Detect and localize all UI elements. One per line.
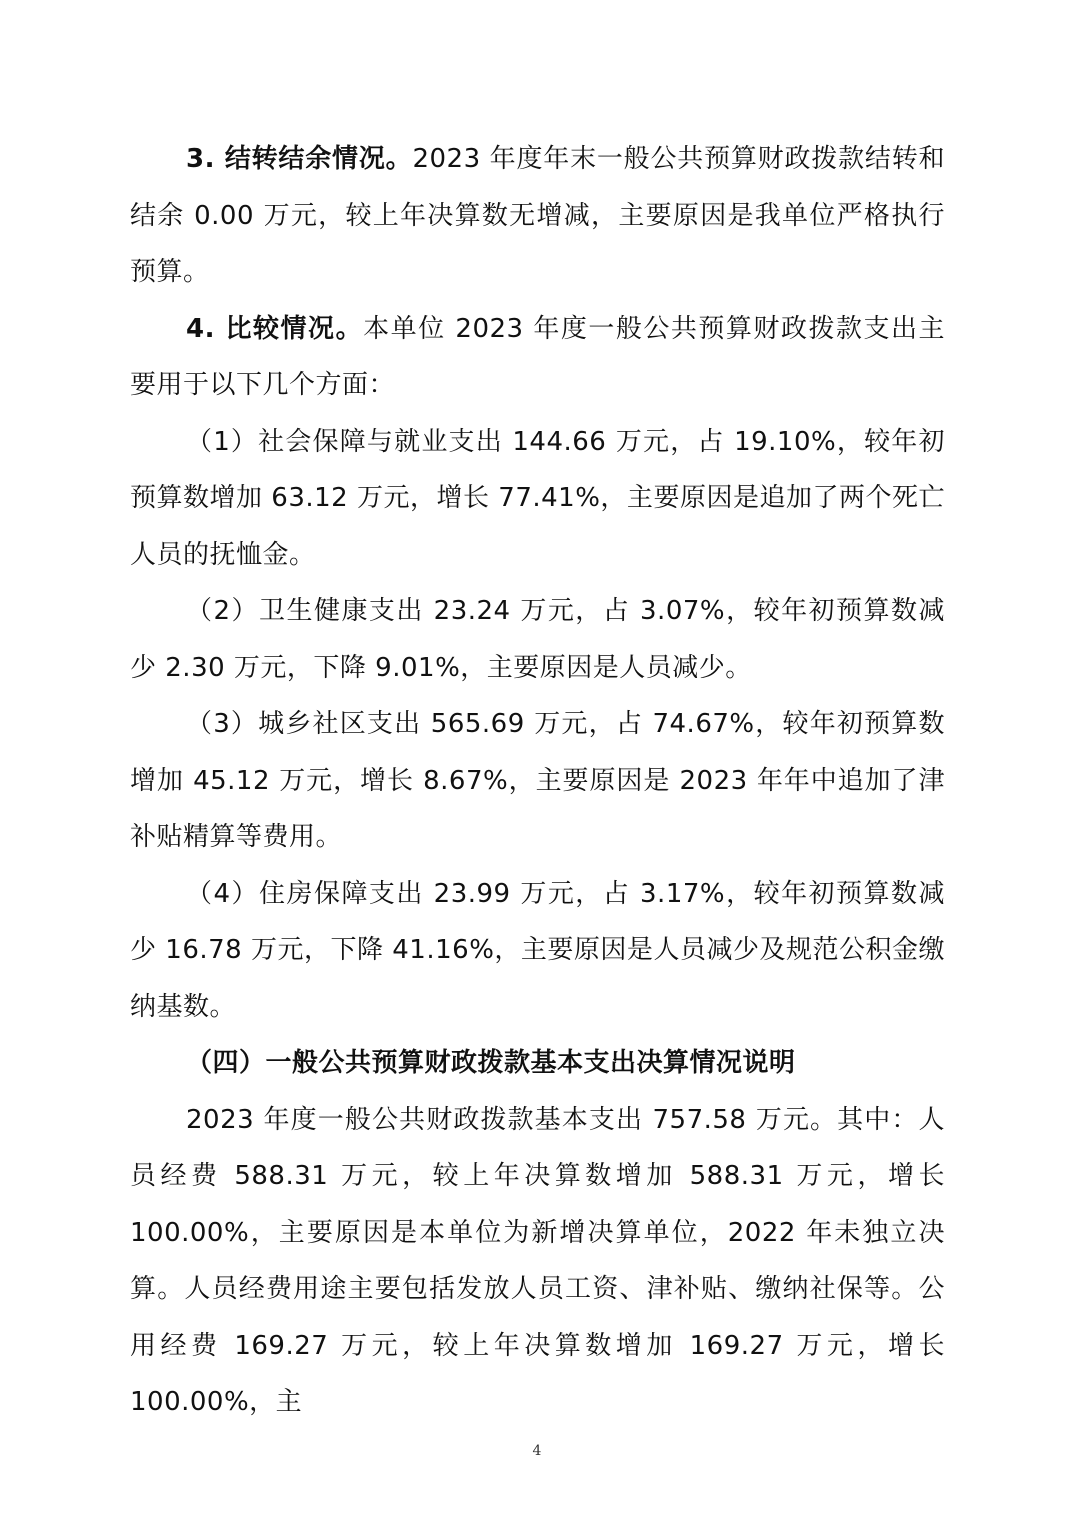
document-body xyxy=(130,131,945,1431)
paragraph-heading: 4. 比较情况。 xyxy=(186,313,364,344)
paragraph-housing xyxy=(130,866,945,1036)
paragraph-text: 本单位 2023 年度一般公共预算财政拨款支出主要用于以下几个方面： xyxy=(130,313,945,400)
paragraph-social-security xyxy=(130,414,945,584)
paragraph-text: 2023 年度年末一般公共预算财政拨款结转和结余 0.00 万元，较上年决算数无增减，主要原因是我单位严格执行预算。 xyxy=(130,144,945,287)
paragraph-text: （4）住房保障支出 23.99 万元，占 3.17%，较年初预算数减少 16.78 万元，下降 41.16%，主要原因是人员减少及规范公积金缴纳基数。 xyxy=(130,878,945,1022)
paragraph-heading: 3. 结转结余情况。 xyxy=(186,144,413,174)
page-number: 4 xyxy=(532,1443,542,1459)
paragraph-carryover xyxy=(130,131,945,301)
paragraph-text: （3）城乡社区支出 565.69 万元，占 74.67%，较年初预算数增加 45.12 万元，增长 8.67%，主要原因是 2023 年年中追加了津补贴精算等费用。 xyxy=(130,709,945,852)
paragraph-health xyxy=(130,583,945,696)
section-title: （四）一般公共预算财政拨款基本支出决算情况说明 xyxy=(186,1048,796,1078)
paragraph-urban-rural xyxy=(130,696,945,866)
paragraph-comparison xyxy=(130,301,945,414)
paragraph-text: （1）社会保障与就业支出 144.66 万元，占 19.10%，较年初预算数增加 63.12 万元，增长 77.41%，主要原因是追加了两个死亡人员的抚恤金。 xyxy=(130,426,945,570)
paragraph-basic-expenditure: 2023 年度一般公共财政拨款基本支出 757.58 万元。其中：人员经费 588.31 万元，较上年决算数增加 588.31 万元，增长 100.00%，主要原因是本单位为新增决算单位，2022 年未独立决算。人员经费用途主要包括发放人员工资、津补贴、缴纳社保等。公用经费 169.27 万元，较上年决算数增加 169.27 万元，增长 100.00%，主 xyxy=(130,1104,945,1417)
paragraph-text: （2）卫生健康支出 23.24 万元，占 3.07%，较年初预算数减少 2.30 万元，下降 9.01%，主要原因是人员减少。 xyxy=(130,596,945,683)
